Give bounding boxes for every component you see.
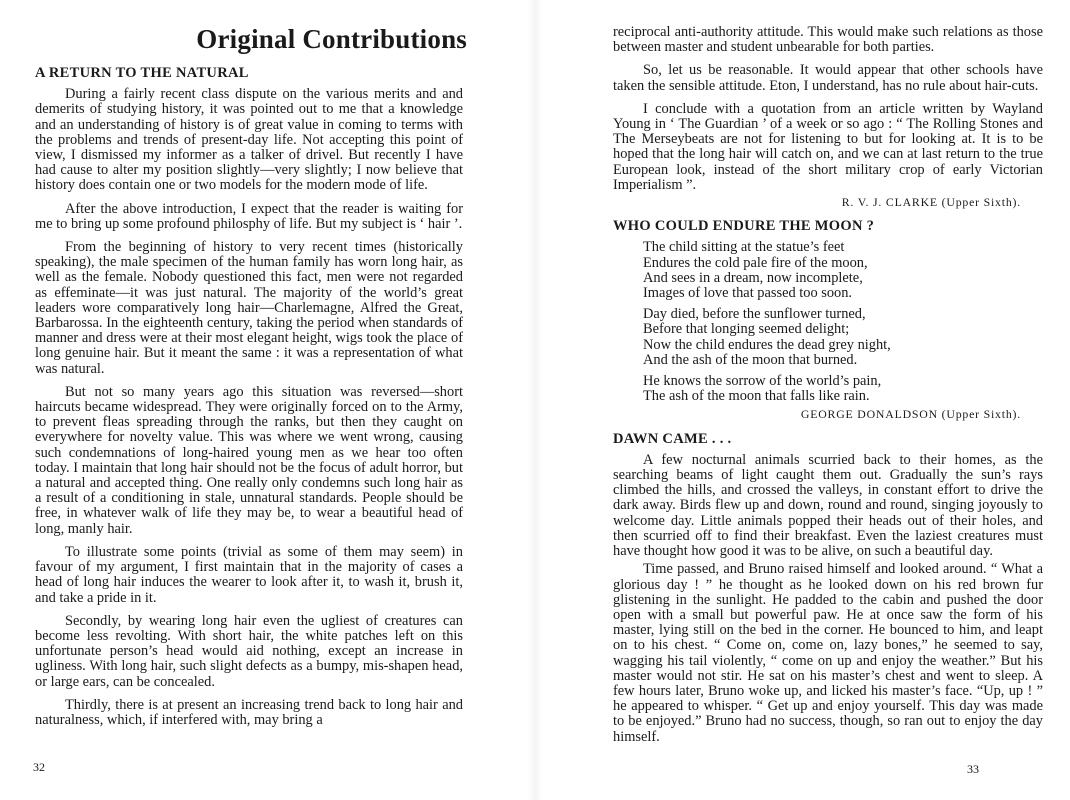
article-continuation xyxy=(613,25,1043,210)
poem xyxy=(613,219,1043,422)
article-paragraph: So, let us be reasonable. It would appear that other schools have taken the sensible attitude. Eton, I understand, has no rule about hair-cuts. xyxy=(613,62,1043,94)
poem-heading: WHO COULD ENDURE THE MOON ? xyxy=(613,218,875,235)
article-heading: A RETURN TO THE NATURAL xyxy=(35,65,249,81)
page-title: Original Contributions xyxy=(196,24,467,54)
poem-byline: GEORGE DONALDSON (Upper Sixth). xyxy=(800,407,1021,422)
page-number: 32 xyxy=(33,760,45,774)
poem-stanza xyxy=(643,374,1043,404)
right-page xyxy=(535,0,1070,800)
poem-line: The child sitting at the statue’s feet xyxy=(643,239,845,256)
poem-line: Day died, before the sunflower turned, xyxy=(643,306,866,323)
poem-stanza xyxy=(643,307,1043,368)
poem-line: And the ash of the moon that burned. xyxy=(643,351,858,368)
poem-line: Before that longing seemed delight; xyxy=(643,321,850,338)
poem-line: Images of love that passed too soon. xyxy=(643,285,853,302)
article-paragraph: I conclude with a quotation from an article written by Wayland Young in ‘ The Guardian ’ of a week or so ago : “ The Rolling Stones and The Merseybeats are not for listening to but for looking at. It is to be hoped that the long hair will catch on, and we can at last return to the true European look, instead of the short military crop of early Victorian Imperialism ”. xyxy=(613,100,1043,193)
story-paragraph: Time passed, and Bruno raised himself and looked around. “ What a glorious day ! ” he thought as he looked down on his red brown fur glistening in the sunlight. He padded to the cabin and pushed the door open with a small but powerful paw. He at once saw the form of his master, lying still on the bed in the corner. He bounced to him, and leapt on to his chest. “ Come on, come on, lazy bones,” he seemed to say, wagging his tail violently, “ come on up and enjoy the weather.” But his master would not stir. He sat on his master’s chest and went to sleep. A few hours later, Bruno woke up, and licked his master’s face. “Up, up ! ” he appeared to whisper. “ Get up and enjoy yourself. This day was made to be enjoyed.” Bruno had no success, though, so ran out to enjoy the day himself. xyxy=(613,561,1043,745)
poem-body xyxy=(643,240,1043,404)
article-paragraph: But not so many years ago this situation was reversed—short haircuts became widespread. They were originally forced on to the Army, to prevent fleas spreading through the ranks, but then they caught on everywhere for novelty value. This was where we went wrong, causing such condemnations of long-haired young men as we hear too often today. I maintain that long hair should not be the focus of adult horror, but a natural and accepted thing. One really only condemns such long hair as a result of a conditioning in stale, unnatural standards. People should be free, in whatever walk of life they may be, to wear a beautiful head of long, manly hair. xyxy=(35,383,463,537)
poem-line: Now the child endures the dead grey night, xyxy=(643,336,891,353)
article-paragraph: Thirdly, there is at present an increasing trend back to long hair and naturalness, which, if interfered with, may bring a xyxy=(35,696,463,728)
poem-stanza xyxy=(643,240,1043,301)
poem-line: He knows the sorrow of the world’s pain, xyxy=(643,373,882,390)
poem-line: Endures the cold pale fire of the moon, xyxy=(643,254,868,271)
article-paragraph: After the above introduction, I expect that the reader is waiting for me to bring up some profound philosphy of life. But my subject is ‘ hair ’. xyxy=(35,200,463,232)
poem-line: And sees in a dream, now incomplete, xyxy=(643,269,863,286)
author-byline: R. V. J. CLARKE (Upper Sixth). xyxy=(841,195,1021,210)
article-paragraph: Secondly, by wearing long hair even the ugliest of creatures can become less revolting. With short hair, the white patches left on this unfortunate person’s head would aid nothing, except an increase in ugliness. With long hair, such slight defects as a bumpy, mis-shapen head, or large ears, can be concealed. xyxy=(35,612,463,690)
article-paragraph: During a fairly recent class dispute on the various merits and and demerits of studying history, it was pointed out to me that a knowledge and an understanding of history is of great value in coming to terms with the problems and trends of present-day life. Not accepting this point of view, I dismissed my informer as a talker of drivel. But recently I have had cause to alter my position slightly—very slightly; I now believe that history does contain one or two models for the modern mode of life. xyxy=(35,86,463,194)
article-paragraph: From the beginning of history to very recent times (historically speaking), the male specimen of the human family has worn long hair, as well as the female. Nobody questioned this fact, men were not regarded as effeminate—it was just natural. The majority of the world’s great leaders wore comparatively long hair—Charlemagne, Alfred the Great, Barbarossa. In the eighteenth century, taking the period when standards of manner and dress were at their most elegant height, wigs took the place of long genuine hair. But it meant the same : it was a representation of what was natural. xyxy=(35,239,463,377)
article-paragraph: reciprocal anti-authority attitude. This would make such relations as those between master and student unbearable for both parties. xyxy=(613,24,1043,56)
story-paragraph: A few nocturnal animals scurried back to their homes, as the searching beams of light caught them out. Gradually the sun’s rays climbed the hills, and crossed the valleys, in constant effort to drive the dark away. Birds flew up and down, round and round, singing joyously to welcome day. Little animals popped their heads out of their holes, and then scurried off to find their breakfast. Even the laziest creatures must have thought how good it was to be alive, on such a beautiful day. xyxy=(613,451,1043,560)
right-column xyxy=(613,25,1043,753)
story-heading: DAWN CAME . . . xyxy=(613,430,732,447)
article-paragraph: To illustrate some points (trivial as some of them may seem) in favour of my argument, I first maintain that in the majority of cases a head of long hair induces the wearer to look after it, to wash it, brush it, and take a pride in it. xyxy=(35,543,463,606)
poem-line: The ash of the moon that falls like rain. xyxy=(643,388,870,405)
story xyxy=(613,432,1043,745)
article-hair xyxy=(35,66,463,736)
page-number: 33 xyxy=(967,762,979,776)
